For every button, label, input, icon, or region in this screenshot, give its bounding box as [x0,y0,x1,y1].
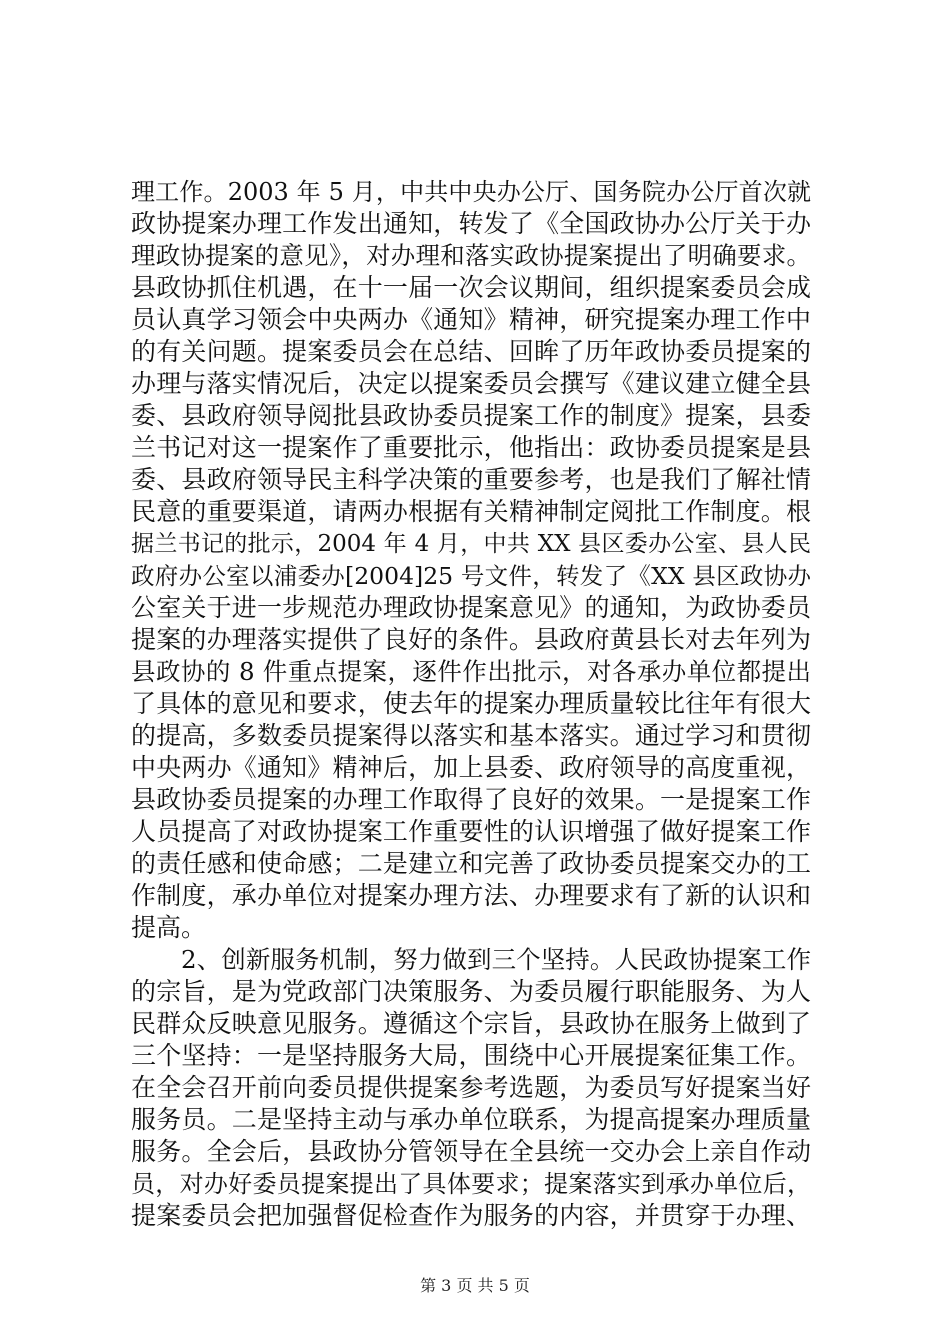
paragraph-line: 据兰书记的批示，2004 年 4 月，中共 XX 县区委办公室、县人民 [131,531,811,557]
paragraph-line: 员，对办好委员提案提出了具体要求；提案落实到承办单位后， [131,1170,811,1198]
paragraph-line: 提案委员会把加强督促检查作为服务的内容，并贯穿于办理、 [131,1201,811,1230]
paragraph-line: 理政协提案的意见》，对办理和落实政协提案提出了明确要求。 [131,241,811,270]
paragraph-line: 了具体的意见和要求，使去年的提案办理质量较比往年有很大 [131,689,811,718]
paragraph-line: 委、县政府领导民主科学决策的重要参考，也是我们了解社情 [131,465,811,494]
paragraph-line: 县政协抓住机遇，在十一届一次会议期间，组织提案委员会成 [131,273,811,302]
paragraph-line: 作制度，承办单位对提案办理方法、办理要求有了新的认识和 [131,881,811,910]
paragraph-line: 的提高，多数委员提案得以落实和基本落实。通过学习和贯彻 [131,721,811,750]
paragraph-line: 政府办公室以浦委办[2004]25 号文件，转发了《XX 县区政协办 [131,562,811,590]
paragraph-line: 民群众反映意见服务。遵循这个宗旨，县政协在服务上做到了 [131,1009,811,1038]
paragraph-line: 委、县政府领导阅批县政协委员提案工作的制度》提案，县委 [131,401,811,430]
paragraph-line: 的宗旨，是为党政部门决策服务、为委员履行职能服务、为人 [131,977,811,1006]
paragraph-line: 在全会召开前向委员提供提案参考选题，为委员写好提案当好 [131,1073,811,1102]
paragraph-line: 政协提案办理工作发出通知，转发了《全国政协办公厅关于办 [131,209,811,238]
paragraph-line: 的有关问题。提案委员会在总结、回眸了历年政协委员提案的 [131,337,811,366]
paragraph-line: 办理与落实情况后，决定以提案委员会撰写《建议建立健全县 [131,369,811,398]
paragraph-line: 服务。全会后，县政协分管领导在全县统一交办会上亲自作动 [131,1137,811,1166]
paragraph-line: 理工作。2003 年 5 月，中共中央办公厅、国务院办公厅首次就 [131,178,811,206]
paragraph-line: 民意的重要渠道，请两办根据有关精神制定阅批工作制度。根 [131,497,811,526]
paragraph-line: 中央两办《通知》精神后，加上县委、政府领导的高度重视， [131,753,811,782]
paragraph-line: 提高。 [131,913,207,942]
paragraph-line: 县政协的 8 件重点提案，逐件作出批示，对各承办单位都提出 [131,657,811,686]
paragraph-line: 公室关于进一步规范办理政协提案意见》的通知，为政协委员 [131,593,811,622]
paragraph-line: 员认真学习领会中央两办《通知》精神，研究提案办理工作中 [131,305,811,334]
paragraph-line: 人员提高了对政协提案工作重要性的认识增强了做好提案工作 [131,817,811,846]
paragraph-line: 2、创新服务机制，努力做到三个坚持。人民政协提案工作 [181,945,811,974]
paragraph-line: 提案的办理落实提供了良好的条件。县政府黄县长对去年列为 [131,625,811,654]
paragraph-line: 服务员。二是坚持主动与承办单位联系，为提高提案办理质量 [131,1105,811,1134]
paragraph-line: 三个坚持：一是坚持服务大局，围绕中心开展提案征集工作。 [131,1041,811,1070]
paragraph-line: 县政协委员提案的办理工作取得了良好的效果。一是提案工作 [131,785,811,814]
paragraph-line: 的责任感和使命感；二是建立和完善了政协委员提案交办的工 [131,849,811,878]
paragraph-line: 兰书记对这一提案作了重要批示，他指出：政协委员提案是县 [131,433,811,462]
page-footer: 第 3 页 共 5 页 [420,1276,530,1295]
